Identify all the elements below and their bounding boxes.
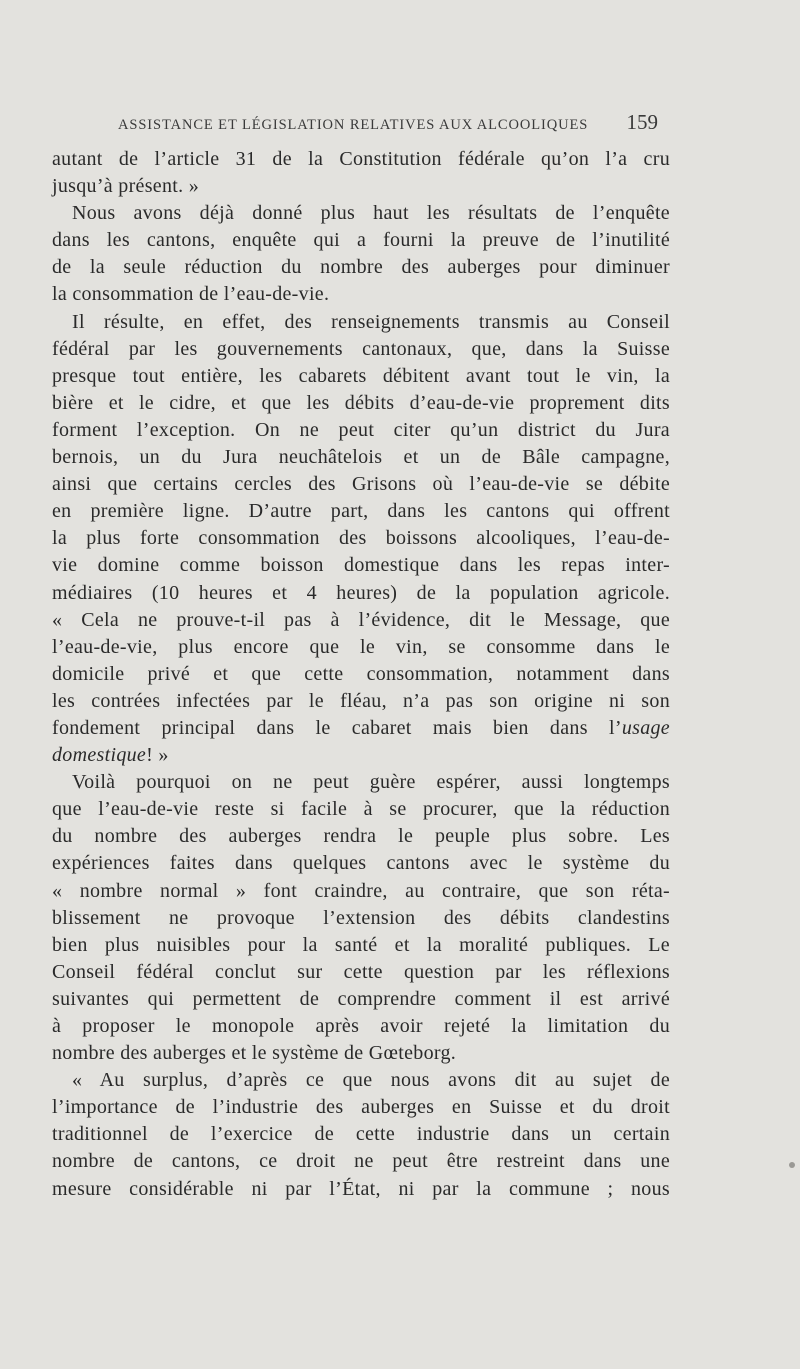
body-text [52, 146, 670, 1203]
text-segment: fondement principal dans le cabaret mais bien dans l’ [52, 716, 622, 739]
text-line: bernois, un du Jura neuchâtelois et un de Bâle campagne, [52, 446, 670, 469]
text-line: que l’eau-de-vie reste si facile à se procurer, que la réduction [52, 798, 670, 821]
text-line: suivantes qui permettent de comprendre comment il est arrivé [52, 987, 670, 1010]
italic-term: usage [621, 716, 670, 739]
text-line: du nombre des auberges rendra le peuple plus sobre. Les [52, 825, 670, 848]
text-line: forment l’exception. On ne peut citer qu’un district du Jura [52, 418, 670, 441]
text-line: de la seule réduction du nombre des auberges pour diminuer [52, 256, 670, 279]
text-line: la consommation de l’eau-de-vie. [52, 283, 330, 306]
text-line: fédéral par les gouvernements cantonaux, que, dans la Suisse [52, 337, 670, 360]
text-line: l’importance de l’industrie des auberges en Suisse et du droit [52, 1096, 670, 1119]
page-header [118, 110, 658, 135]
page-number: 159 [626, 110, 658, 134]
text-line: ainsi que certains cercles des Grisons où l’eau-de-vie se débite [52, 473, 670, 496]
italic-term: domestique [52, 744, 147, 767]
text-line: à proposer le monopole après avoir rejeté la limitation du [52, 1015, 670, 1037]
text-segment: ! » [146, 744, 169, 767]
text-line: bière et le cidre, et que les débits d’eau-de-vie proprement dits [52, 391, 670, 414]
text-line: « nombre normal » font craindre, au contraire, que son réta- [52, 879, 670, 902]
text-line: presque tout entière, les cabarets débitent avant tout le vin, la [52, 364, 670, 387]
text-line: Conseil fédéral conclut sur cette question par les réflexions [52, 960, 670, 983]
text-line: l’eau-de-vie, plus encore que le vin, se consomme dans le [52, 635, 670, 658]
text-line: nombre des auberges et le système de Gœteborg. [52, 1042, 457, 1065]
text-line: « Au surplus, d’après ce que nous avons dit au sujet de [72, 1069, 670, 1092]
text-line: traditionnel de l’exercice de cette industrie dans un certain [52, 1123, 670, 1146]
text-line: blissement ne provoque l’extension des débits clandestins [52, 906, 670, 929]
text-line: vie domine comme boisson domestique dans les repas inter- [52, 554, 670, 577]
running-head: ASSISTANCE ET LÉGISLATION RELATIVES AUX ALCOOLIQUES [118, 117, 589, 133]
text-line: Il résulte, en effet, des renseignements transmis au Conseil [72, 310, 670, 333]
text-line: « Cela ne prouve-t-il pas à l’évidence, dit le Message, que [52, 608, 670, 631]
paper-spot [789, 1162, 795, 1168]
text-line: autant de l’article 31 de la Constitution fédérale qu’on l’a cru [52, 148, 670, 170]
text-line: Nous avons déjà donné plus haut les résultats de l’enquête [72, 202, 670, 225]
text-line: nombre de cantons, ce droit ne peut être restreint dans une [52, 1150, 670, 1173]
text-line: expériences faites dans quelques cantons avec le système du [52, 852, 670, 875]
text-line: domicile privé et que cette consommation, notamment dans [52, 662, 670, 685]
text-line: en première ligne. D’autre part, dans les cantons qui offrent [52, 500, 670, 523]
text-line [52, 742, 670, 769]
text-line: les contrées infectées par le fléau, n’a pas son origine ni son [52, 689, 670, 712]
text-line [52, 715, 670, 742]
text-line: la plus forte consommation des boissons alcooliques, l’eau-de- [52, 527, 670, 550]
text-line: médiaires (10 heures et 4 heures) de la population agricole. [52, 581, 670, 604]
text-line: dans les cantons, enquête qui a fourni la preuve de l’inutilité [52, 229, 670, 252]
text-line: mesure considérable ni par l’État, ni par la commune ; nous [52, 1177, 670, 1200]
text-line: Voilà pourquoi on ne peut guère espérer, aussi longtemps [72, 771, 670, 794]
text-line: jusqu’à présent. » [52, 175, 200, 198]
text-line: bien plus nuisibles pour la santé et la moralité publiques. Le [52, 933, 670, 956]
